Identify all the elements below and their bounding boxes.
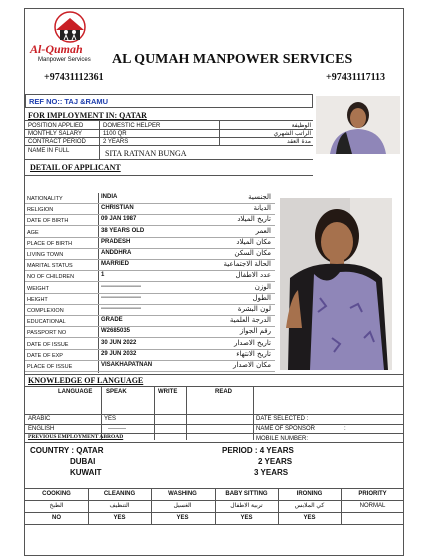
detail-arabic: عدد الاطفال — [235, 271, 271, 279]
employment-table — [25, 121, 313, 161]
employment-heading: FOR IMPLOYMENT IN: QATAR — [28, 111, 147, 120]
detail-arabic: العمر — [255, 227, 271, 235]
lang-english-speak: --------- — [108, 426, 126, 432]
position-arabic: الوظيفة — [291, 122, 311, 129]
skill-header: WASHING — [168, 491, 197, 497]
detail-label: RELIGION — [27, 207, 54, 213]
detail-heading: DETAIL OF APPLICANT — [30, 163, 121, 172]
detail-value: ANDDHRA — [101, 250, 132, 256]
detail-value: 1 — [101, 272, 105, 278]
detail-label: COMPLEXION — [27, 308, 64, 314]
skill-value: YES — [240, 515, 253, 521]
skill-arabic: الطبخ — [49, 503, 64, 509]
detail-label: PASSPORT NO — [27, 330, 67, 336]
detail-arabic: الحالة الاجتماعية — [223, 260, 271, 268]
detail-label: NO OF CHILDREN — [27, 274, 75, 280]
detail-label: LIVING TOWN — [27, 252, 64, 258]
skill-value: YES — [303, 515, 316, 521]
detail-arabic: تاريخ الاصدار — [233, 339, 271, 347]
detail-arabic: رقم الجواز — [239, 327, 271, 335]
detail-label: HEIGHT — [27, 297, 48, 303]
contract-value: 2 YEARS — [103, 139, 129, 145]
lang-arabic-speak: YES — [104, 416, 117, 422]
detail-arabic: لون البشرة — [237, 305, 271, 313]
lang-col-language: LANGUAGE — [58, 389, 93, 395]
detail-arabic: الديانة — [253, 204, 271, 212]
detail-arabic: تاريخ الانتهاء — [236, 350, 271, 358]
detail-arabic: الوزن — [254, 283, 271, 291]
language-heading: KNOWLEDGE OF LANGUAGE — [28, 376, 144, 385]
detail-label: DATE OF ISSUE — [27, 342, 69, 348]
skill-header: CLEANING — [103, 491, 136, 497]
skills-table — [25, 488, 404, 526]
salary-label: MONTHLY SALARY — [28, 131, 83, 137]
previous-heading: PREVIOUS EMPLOYMENT ABROAD — [28, 434, 124, 440]
prev-country-1: COUNTRY : QATAR — [30, 446, 104, 455]
detail-arabic: الجنسية — [248, 193, 271, 201]
detail-label: AGE — [27, 230, 39, 236]
prev-country-2: DUBAI — [70, 457, 96, 466]
prev-period-3: 3 YEARS — [254, 468, 289, 477]
detail-arabic: الدرجة العلمية — [229, 316, 271, 324]
ref-number: REF NO:: TAJ &RAMU — [29, 97, 109, 106]
applicant-photo-small — [316, 96, 400, 154]
skill-arabic: التنظيف — [109, 503, 130, 509]
phone-right: +97431117113 — [326, 72, 386, 83]
lang-col-speak: SPEAK — [106, 389, 127, 395]
contract-arabic: مدة العقد — [287, 138, 311, 145]
details-table — [25, 193, 275, 373]
detail-value: PRADESH — [101, 239, 131, 245]
position-value: DOMESTIC HELPER — [103, 123, 161, 129]
salary-arabic: الراتب الشهري — [273, 130, 311, 137]
detail-label: WEIGHT — [27, 286, 49, 292]
detail-value: 29 JUN 2032 — [101, 351, 137, 357]
detail-value: W2685035 — [101, 328, 131, 334]
detail-arabic: مكان الميلاد — [236, 238, 271, 246]
logo-text: Al-Qumah — [30, 42, 83, 56]
detail-value: INDIA — [101, 194, 118, 200]
skill-value: YES — [113, 515, 126, 521]
skill-header: BABY SITTING — [225, 491, 268, 497]
lang-col-write: WRITE — [158, 389, 178, 395]
salary-value: 1100 QR — [103, 131, 127, 137]
detail-value: GRADE — [101, 317, 123, 323]
detail-value: -------------------- — [101, 295, 141, 301]
company-name: AL QUMAH MANPOWER SERVICES — [112, 52, 353, 67]
applicant-photo-full — [280, 198, 392, 370]
skill-value: YES — [176, 515, 189, 521]
skill-header: IRONING — [296, 491, 323, 497]
lang-col-read: READ — [215, 389, 233, 395]
company-logo — [28, 10, 112, 68]
skill-arabic: الغسيل — [173, 503, 192, 509]
sponsor-colon: : — [344, 426, 346, 432]
detail-value: 09 JAN 1987 — [101, 216, 137, 222]
skill-header: PRIORITY — [358, 491, 387, 497]
date-selected: DATE SELECTED : — [256, 416, 309, 422]
position-label: POSITION APPLIED — [28, 123, 84, 129]
detail-label: PLACE OF BIRTH — [27, 241, 73, 247]
skill-arabic: NORMAL — [359, 503, 386, 509]
detail-arabic: تاريخ الميلاد — [237, 215, 271, 223]
detail-label: EDUCATIONAL — [27, 319, 66, 325]
detail-label: NATIONALITY — [27, 196, 63, 202]
name-label: NAME IN FULL — [28, 148, 70, 154]
mobile-number: MOBILE NUMBER: — [256, 436, 309, 442]
full-name: SITA RATNAN BUNGA — [105, 149, 187, 158]
skill-value: NO — [52, 515, 61, 521]
detail-value: -------------------- — [101, 306, 141, 312]
skill-arabic: كي الملابس — [294, 503, 325, 509]
contract-label: CONTRACT PERIOD — [28, 139, 86, 145]
detail-label: DATE OF BIRTH — [27, 218, 69, 224]
prev-country-3: KUWAIT — [70, 468, 102, 477]
prev-period-1: PERIOD : 4 YEARS — [222, 446, 294, 455]
sponsor-name: NAME OF SPONSOR — [256, 426, 316, 432]
detail-value: MARRIED — [101, 261, 129, 267]
lang-english: ENGLISH — [28, 426, 55, 432]
detail-value: 30 JUN 2022 — [101, 340, 137, 346]
detail-value: CHRISTIAN — [101, 205, 134, 211]
phone-left: +97431112361 — [44, 72, 104, 83]
detail-arabic: مكان السكن — [234, 249, 271, 257]
detail-value: VISAKHAPATNAN — [101, 362, 153, 368]
lang-arabic: ARABIC — [28, 416, 51, 422]
detail-value: -------------------- — [101, 284, 141, 290]
detail-label: MARITAL STATUS — [27, 263, 73, 269]
skill-arabic: تربية الاطفال — [230, 503, 263, 509]
detail-arabic: مكان الاصدار — [233, 361, 271, 369]
detail-label: PLACE OF ISSUE — [27, 364, 73, 370]
skill-header: COOKING — [42, 491, 71, 497]
detail-value: 38 YEARS OLD — [101, 228, 145, 234]
prev-period-2: 2 YEARS — [258, 457, 293, 466]
detail-label: DATE OF EXP — [27, 353, 63, 359]
detail-arabic: الطول — [252, 294, 271, 302]
logo-subtitle: Manpower Services — [38, 57, 91, 63]
